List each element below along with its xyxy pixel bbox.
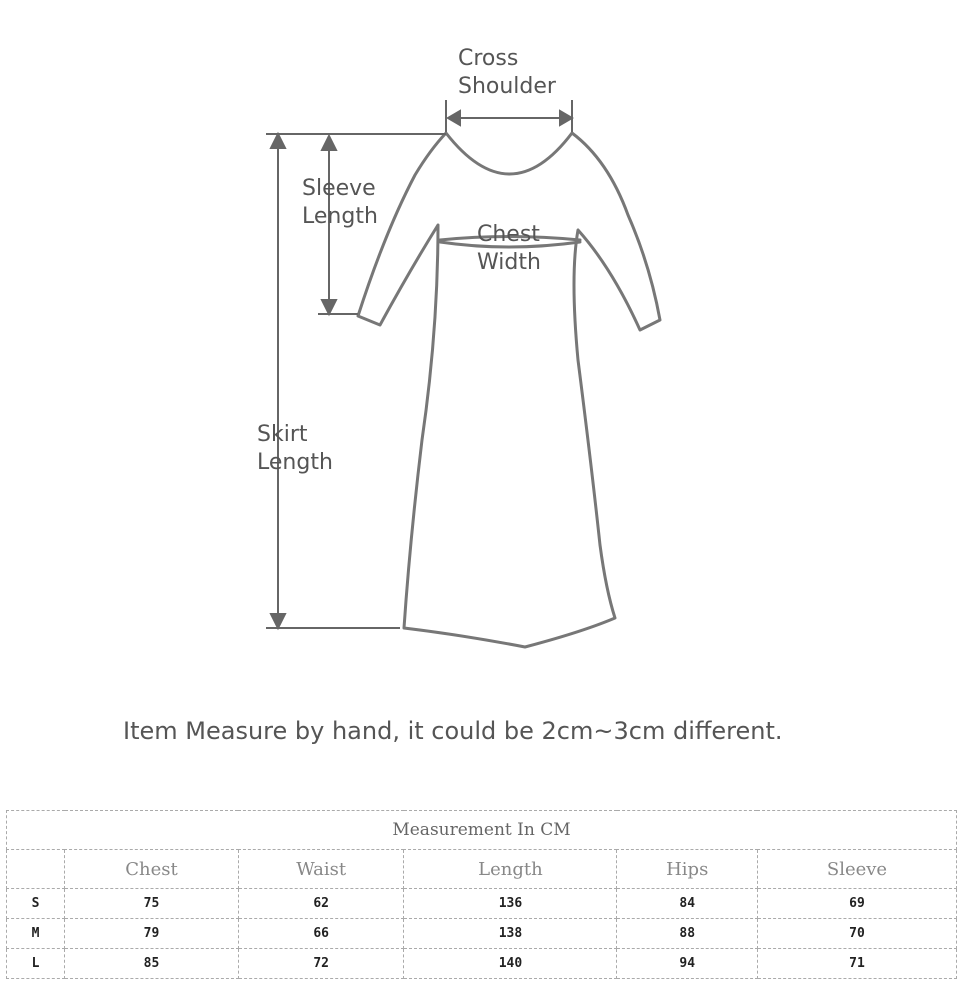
- hips-value: 88: [617, 919, 757, 949]
- table-caption-row: [7, 811, 957, 850]
- length-value: 140: [404, 949, 617, 979]
- chest-width-label-line1: Chest: [477, 222, 540, 247]
- waist-value: 72: [238, 949, 403, 979]
- measurement-note: Item Measure by hand, it could be 2cm~3cm different.: [123, 717, 783, 745]
- sleeve-length-label-line1: Sleeve: [302, 176, 376, 201]
- sleeve-value: 70: [757, 919, 956, 949]
- skirt-length-label-line2: Length: [257, 450, 333, 475]
- table-row: [7, 889, 957, 919]
- skirt-length-label-line1: Skirt: [257, 422, 308, 447]
- sleeve-value: 71: [757, 949, 956, 979]
- length-value: 136: [404, 889, 617, 919]
- sleeve-length-arrowhead-bottom: [322, 300, 336, 314]
- column-header-hips: Hips: [617, 850, 757, 889]
- size-table: [6, 810, 957, 979]
- chest-value: 79: [65, 919, 239, 949]
- size-label: S: [7, 889, 65, 919]
- hips-value: 84: [617, 889, 757, 919]
- chest-width-label-line2: Width: [477, 250, 541, 275]
- table-title: Measurement In CM: [7, 811, 957, 850]
- length-value: 138: [404, 919, 617, 949]
- column-header-chest: Chest: [65, 850, 239, 889]
- column-header-sleeve: Sleeve: [757, 850, 956, 889]
- skirt-length-arrowhead-bottom: [271, 614, 285, 628]
- waist-value: 66: [238, 919, 403, 949]
- cross-shoulder-label-line2: Shoulder: [458, 74, 556, 99]
- sleeve-value: 69: [757, 889, 956, 919]
- cross-shoulder-arrowhead-right: [560, 111, 572, 125]
- skirt-length-arrowhead-top: [271, 134, 285, 148]
- dress-outline: [358, 133, 660, 647]
- table-header-row: [7, 850, 957, 889]
- hips-value: 94: [617, 949, 757, 979]
- size-label: L: [7, 949, 65, 979]
- column-header-length: Length: [404, 850, 617, 889]
- sleeve-length-label-line2: Length: [302, 204, 378, 229]
- cross-shoulder-label-line1: Cross: [458, 46, 519, 71]
- column-header-waist: Waist: [238, 850, 403, 889]
- waist-value: 62: [238, 889, 403, 919]
- table-row: [7, 919, 957, 949]
- chest-value: 75: [65, 889, 239, 919]
- size-label: M: [7, 919, 65, 949]
- sleeve-length-arrowhead-top: [322, 136, 336, 150]
- table-row: [7, 949, 957, 979]
- column-header-size: [7, 850, 65, 889]
- chest-value: 85: [65, 949, 239, 979]
- cross-shoulder-arrowhead-left: [448, 111, 460, 125]
